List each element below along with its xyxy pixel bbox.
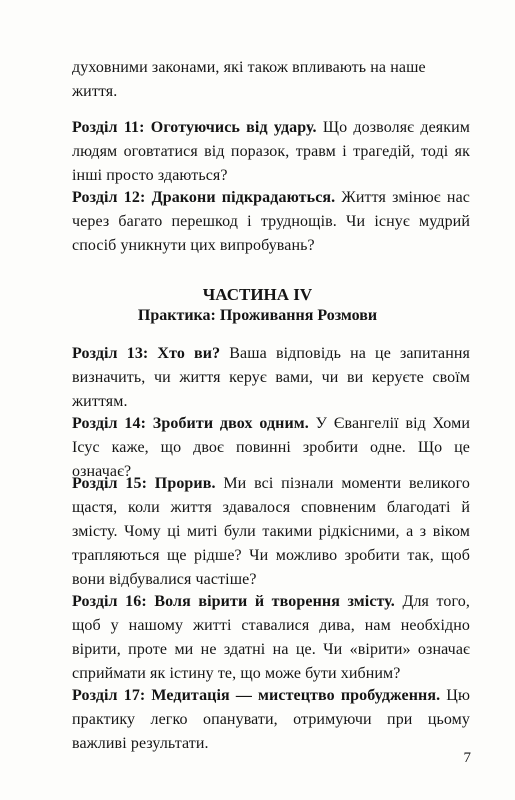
section-15: [72, 472, 470, 592]
page-number: 7: [463, 750, 471, 766]
section-heading: Розділ 17: Медитація — мистецтво пробудження.: [72, 687, 441, 704]
section-heading: Розділ 11: Оготуючись від удару.: [72, 119, 317, 136]
section-description: Ваша відповідь на це запитання визначить, чи життя керує вами, чи ви керуєте своїм життям.: [72, 345, 470, 410]
section-13: [72, 342, 470, 414]
section-description: У Євангелії від Хоми Ісус каже, що двоє повинні зробити одне. Що це означає?: [72, 415, 470, 480]
section-heading: Розділ 16: Воля вірити й творення змісту.: [72, 593, 395, 610]
section-description: Життя змінює нас через багато перешкод і труднощів. Чи існує мудрий спосіб уникнути цих випробувань?: [72, 189, 470, 254]
continuation-paragraph: [72, 56, 470, 104]
section-16: [72, 590, 470, 686]
section-description: Що дозволяє деяким людям оговтатися від поразок, травм і трагедій, тоді як інші просто здаються?: [72, 119, 471, 184]
section-description: Для того, щоб у нашому житті ставалися дива, нам необхідно вірити, проте ми не здатні на це. Чи «вірити» означає сприймати як істину те, що може бути хибним?: [72, 593, 470, 682]
section-17: [72, 684, 470, 756]
section-heading: Розділ 13: Хто ви?: [72, 345, 221, 362]
section-description: Цю практику легко опанувати, отримуючи при цьому важливі результати.: [72, 687, 471, 752]
section-heading: Розділ 14: Зробити двох одним.: [72, 415, 309, 432]
continuation-line: життя.: [72, 83, 118, 100]
part-subtitle: Практика: Проживання Розмови: [137, 307, 378, 324]
section-heading: Розділ 15: Прорив.: [72, 475, 216, 492]
section-12: [72, 186, 470, 258]
part-title: ЧАСТИНА IV: [202, 285, 313, 304]
section-11: [72, 116, 470, 188]
section-description: Ми всі пізнали моменти великого щастя, коли життя здавалося сповненим благодаті й змісту. Чому ці миті були такими рідкісними, а з віком трапляються ще рідше? Чи можливо зробити так, щоб вони відбувалися частіше?: [72, 475, 470, 588]
section-heading: Розділ 12: Дракони підкрадаються.: [72, 189, 336, 206]
continuation-line: духовними законами, які також впливають на наше: [72, 59, 426, 76]
